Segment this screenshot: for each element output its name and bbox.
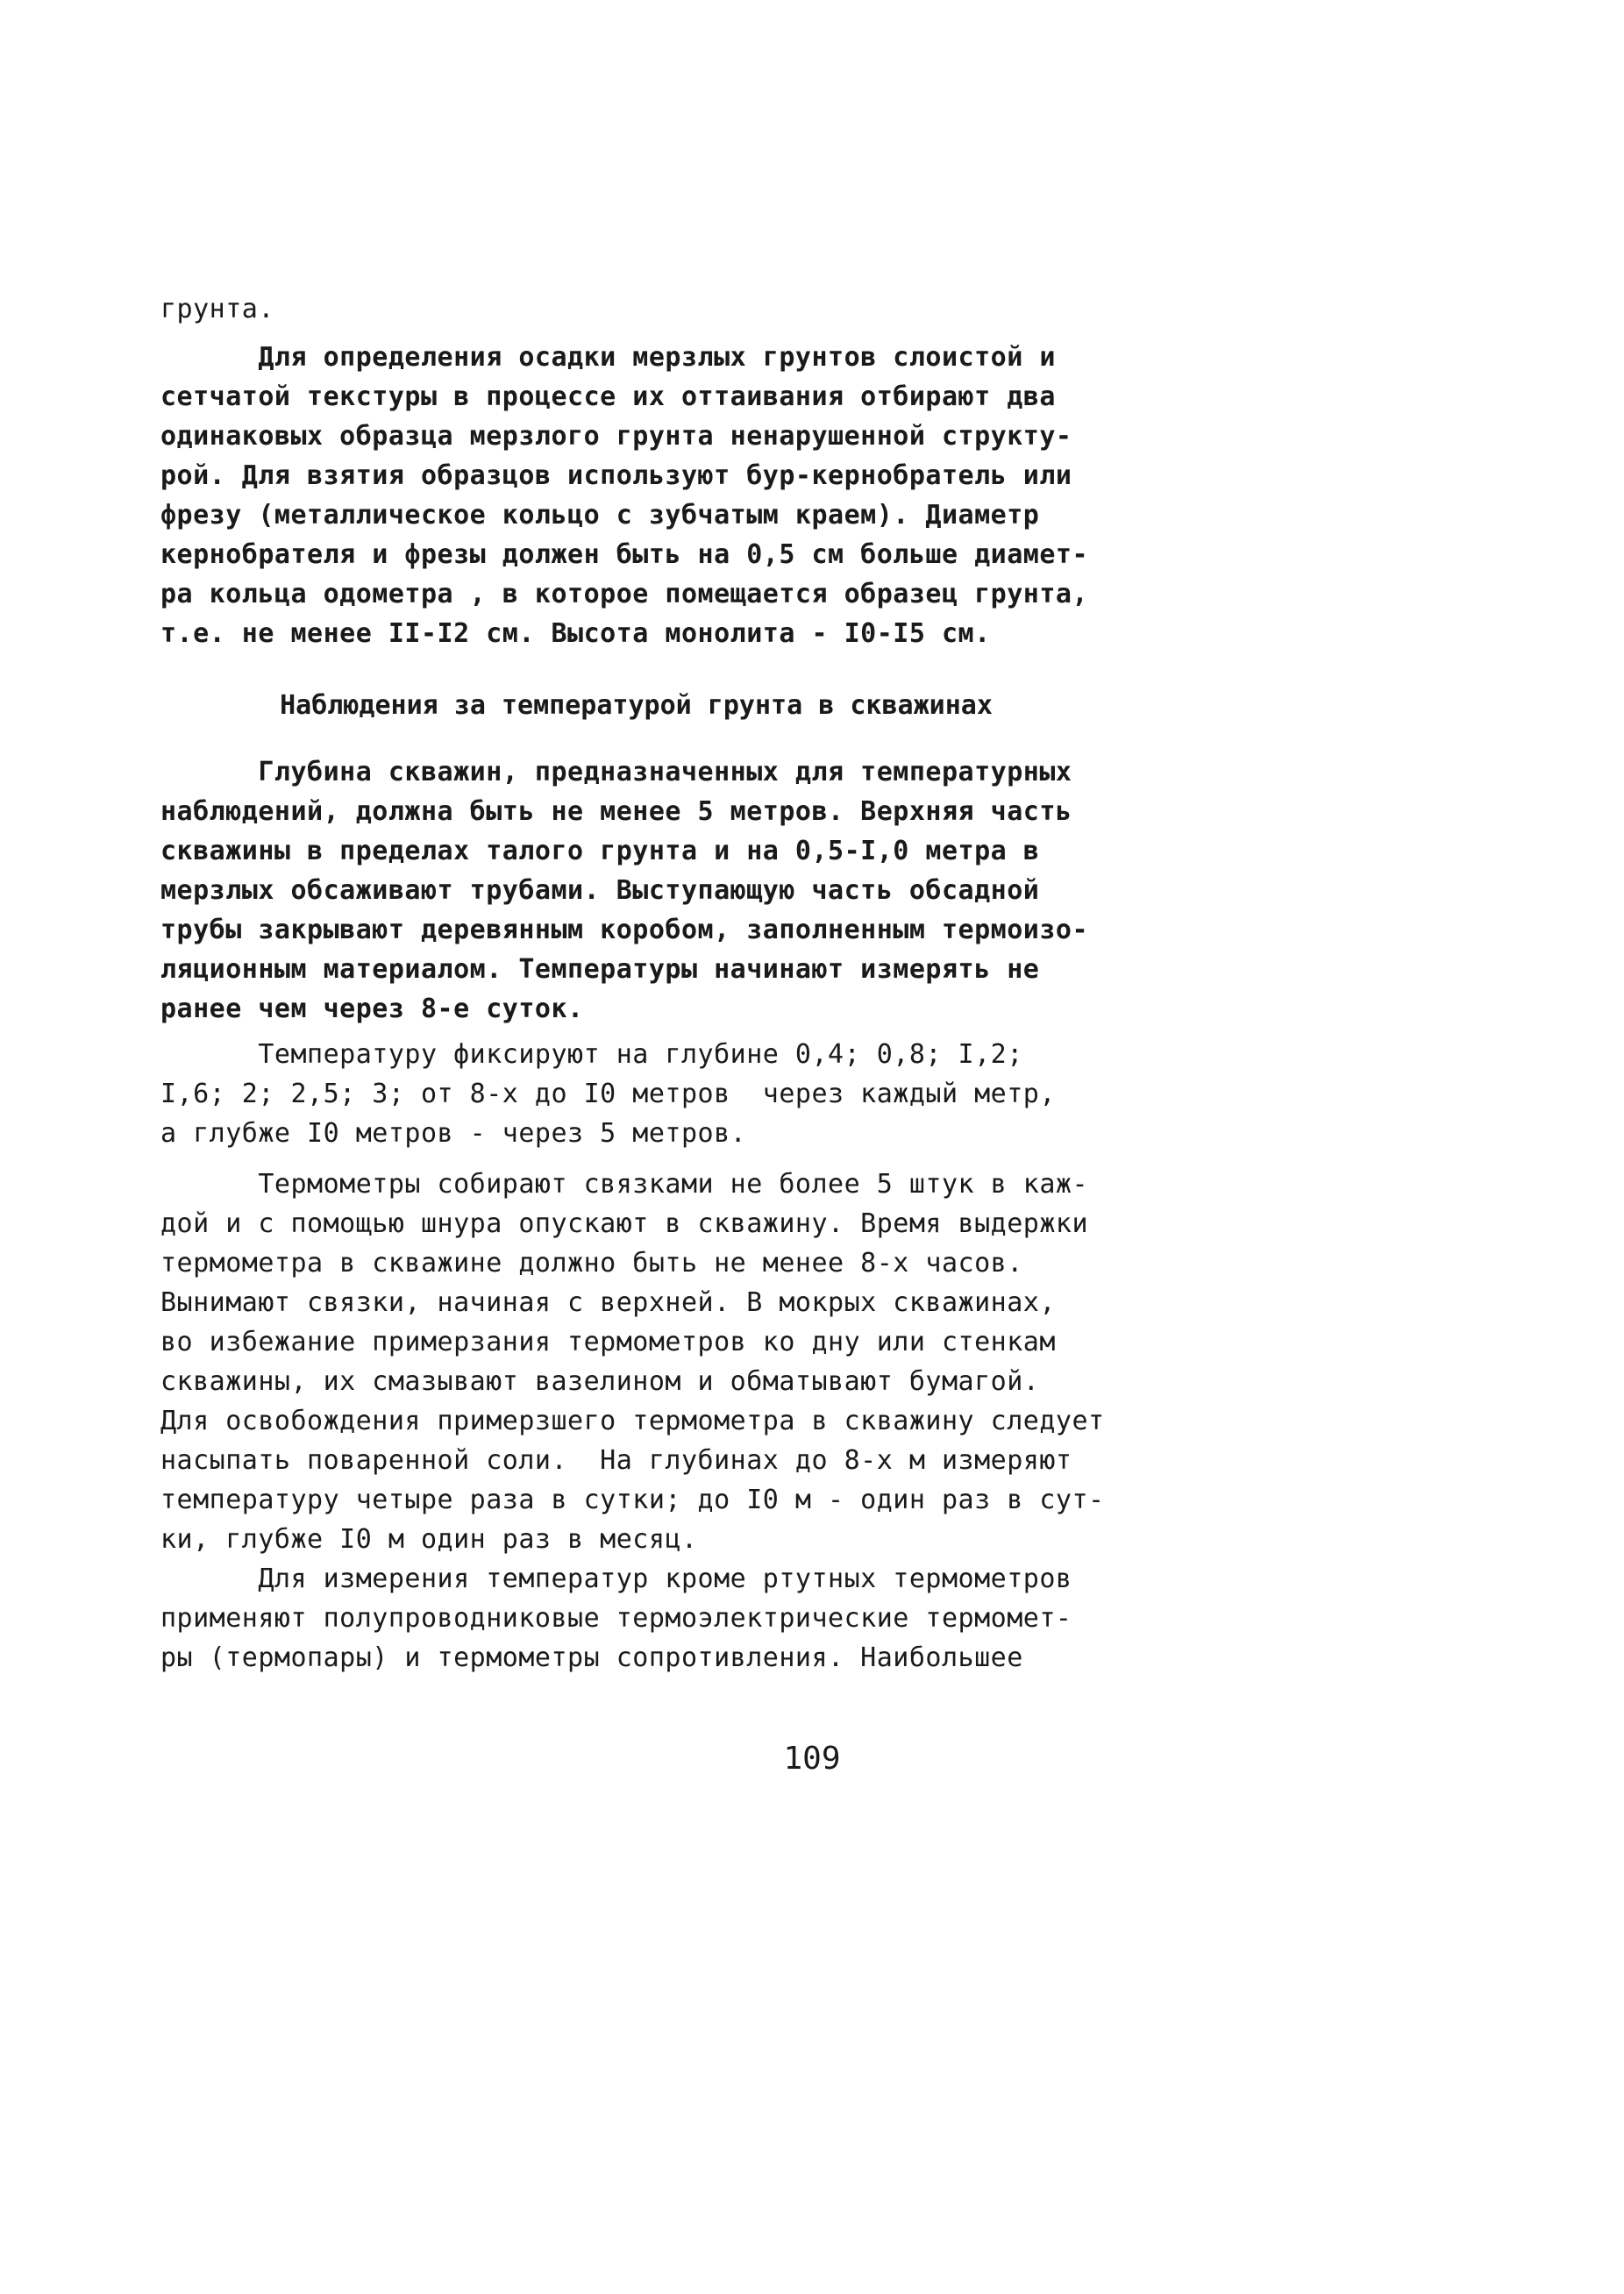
text-line: скважины в пределах талого грунта и на 0,5-I,0 метра в xyxy=(160,836,1040,866)
text-line: кернобрателя и фрезы должен быть на 0,5 см больше диамет- xyxy=(160,539,1089,570)
section-heading: Наблюдения за температурой грунта в скважинах xyxy=(280,690,993,721)
text-line: скважины, их смазывают вазелином и обматывают бумагой. xyxy=(160,1366,1040,1397)
text-line: трубы закрывают деревянным коробом, заполненным термоизо- xyxy=(160,915,1089,945)
text-line: Температуру фиксируют на глубине 0,4; 0,8; I,2; xyxy=(160,1039,1023,1070)
paragraph-instruments xyxy=(160,1559,1112,1678)
text-line: Для определения осадки мерзлых грунтов слоистой и xyxy=(160,342,1056,373)
text-line: наблюдений, должна быть не менее 5 метров. Верхняя часть xyxy=(160,796,1072,827)
text-line: Вынимают связки, начиная с верхней. В мокрых скважинах, xyxy=(160,1287,1056,1318)
text-line: ки, глубже I0 м один раз в месяц. xyxy=(160,1524,698,1555)
text-line: а глубже I0 метров - через 5 метров. xyxy=(160,1118,747,1149)
text-line: насыпать поваренной соли. На глубинах до 8-х м измеряют xyxy=(160,1445,1072,1476)
paragraph-borehole xyxy=(160,752,1112,1029)
text-line: дой и с помощью шнура опускают в скважину. Время выдержки xyxy=(160,1208,1089,1239)
paragraph-sampling xyxy=(160,338,1112,653)
text-line: мерзлых обсаживают трубами. Выступающую часть обсадной xyxy=(160,875,1040,906)
text-line: ранее чем через 8-е суток. xyxy=(160,994,584,1024)
text-line: ра кольца одометра , в которое помещается образец грунта, xyxy=(160,579,1089,609)
paragraph-thermometers xyxy=(160,1165,1112,1559)
text-line: температуру четыре раза в сутки; до I0 м - один раз в сут- xyxy=(160,1485,1105,1515)
text-line: грунта. xyxy=(160,294,274,324)
text-line: фрезу (металлическое кольцо с зубчатым краем). Диаметр xyxy=(160,500,1040,531)
paragraph-intro xyxy=(160,289,1112,329)
text-line: Термометры собирают связками не более 5 штук в каж- xyxy=(160,1169,1089,1200)
text-line: термометра в скважине должно быть не менее 8-х часов. xyxy=(160,1248,1023,1279)
text-line: применяют полупроводниковые термоэлектрические термомет- xyxy=(160,1603,1072,1634)
page-number: 109 xyxy=(783,1741,841,1777)
text-line: Для измерения температур кроме ртутных термометров xyxy=(160,1564,1072,1594)
text-line: Для освобождения примерзшего термометра в скважину следует xyxy=(160,1406,1105,1436)
text-line: ры (термопары) и термометры сопротивления. Наибольшее xyxy=(160,1642,1023,1673)
text-line: I,6; 2; 2,5; 3; от 8-х до I0 метров через каждый метр, xyxy=(160,1079,1056,1109)
text-line: во избежание примерзания термометров ко дну или стенкам xyxy=(160,1327,1056,1357)
paragraph-depths xyxy=(160,1035,1112,1153)
text-line: ляционным материалом. Температуры начинают измерять не xyxy=(160,954,1040,985)
text-line: сетчатой текстуры в процессе их оттаивания отбирают два xyxy=(160,381,1056,412)
text-line: одинаковых образца мерзлого грунта ненарушенной структу- xyxy=(160,421,1072,452)
text-line: т.е. не менее II-I2 см. Высота монолита - I0-I5 см. xyxy=(160,618,991,649)
text-line: рой. Для взятия образцов используют бур-кернобратель или xyxy=(160,460,1072,491)
text-line: Глубина скважин, предназначенных для температурных xyxy=(160,757,1072,787)
